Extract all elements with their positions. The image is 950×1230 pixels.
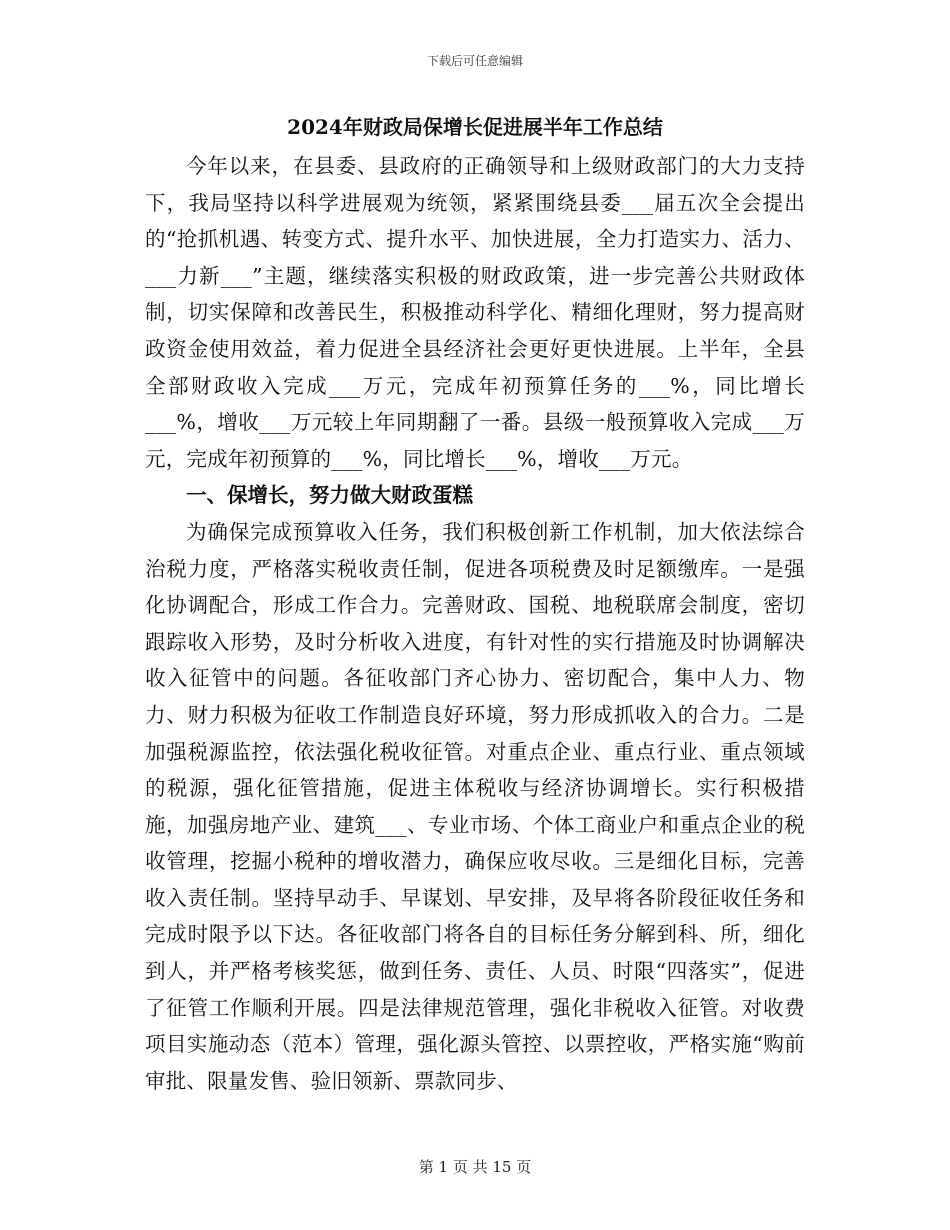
document-title: 2024年财政局保增长促进展半年工作总结 [287, 115, 663, 139]
intro-paragraph: 今年以来，在县委、县政府的正确领导和上级财政部门的大力支持下，我局坚持以科学进展观为统领，紧紧围绕县委___届五次全会提出的“抢抓机遇、转变方式、提升水平、加快进展，全力打造实力、活力、___力新___”主题，继续落实积极的财政政策，进一步完善公共财政体制，切实保障和改善民生，积极推动科学化、精细化理财，努力提高财政资金使用效益，着力促进全县经济社会更好更快进展。上半年，全县全部财政收入完成___万元，完成年初预算任务的___%，同比增长___%，增收___万元较上年同期翻了一番。县级一般预算收入完成___万元，完成年初预算的___%，同比增长___%，增收___万元。 [145, 154, 805, 471]
header-note: 下载后可任意编辑 [426, 54, 523, 68]
section-paragraph: 为确保完成预算收入任务，我们积极创新工作机制，加大依法综合治税力度，严格落实税收责任制，促进各项税费及时足额缴库。一是强化协调配合，形成工作合力。完善财政、国税、地税联席会制度，密切跟踪收入形势，及时分析收入进度，有针对性的实行措施及时协调解决收入征管中的问题。各征收部门齐心协力、密切配合，集中人力、物力、财力积极为征收工作制造良好环境，努力形成抓收入的合力。二是加强税源监控，依法强化税收征管。对重点企业、重点行业、重点领域的税源，强化征管措施，促进主体税收与经济协调增长。实行积极措施，加强房地产业、建筑___、专业市场、个体工商业户和重点企业的税收管理，挖掘小税种的增收潜力，确保应收尽收。三是细化目标，完善收入责任制。坚持早动手、早谋划、早安排，及早将各阶段征收任务和完成时限予以下达。各征收部门将各自的目标任务分解到科、所，细化到人，并严格考核奖惩，做到任务、责任、人员、时限“四落实”，促进了征管工作顺利开展。四是法律规范管理，强化非税收入征管。对收费项目实施动态（范本）管理，强化源头管控、以票控收，严格实施“购前审批、限量发售、验旧领新、票款同步、 [145, 519, 805, 1093]
document-body [145, 112, 805, 1099]
section-heading: 一、保增长，努力做大财政蛋糕 [186, 483, 473, 508]
page-footer: 第 1 页 共 15 页 [418, 1158, 532, 1176]
